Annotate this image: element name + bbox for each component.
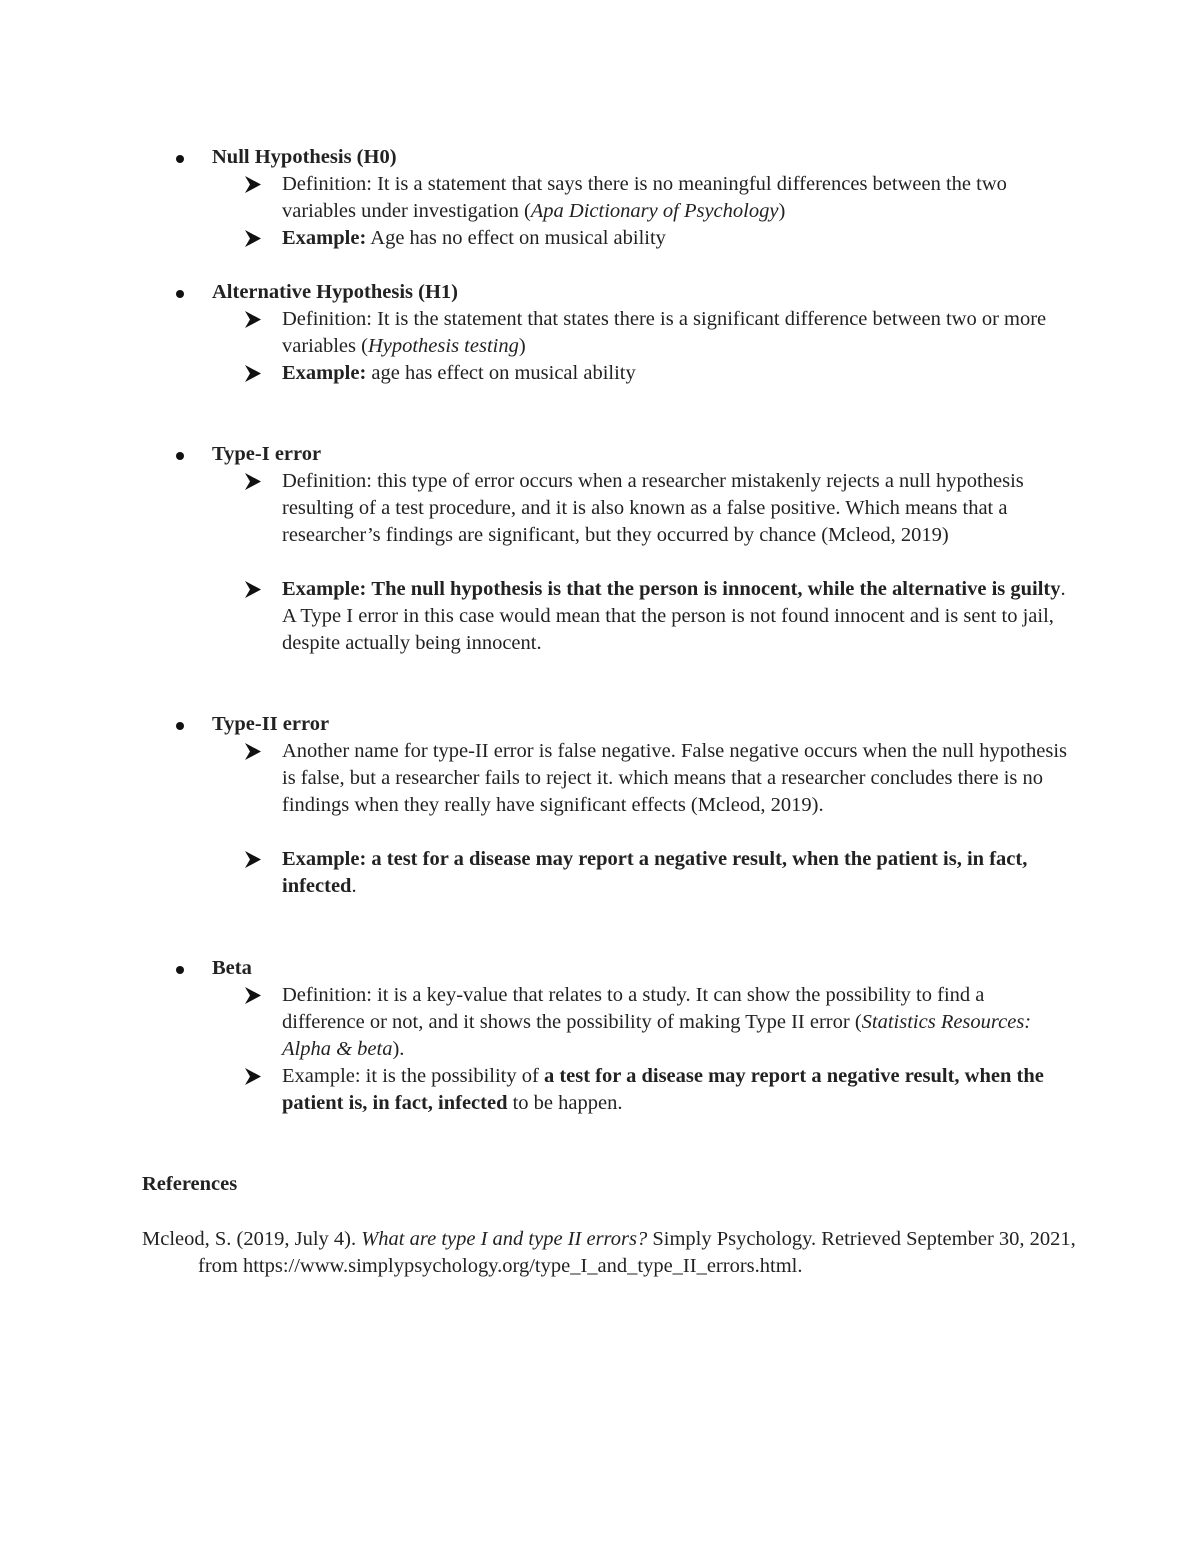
item-label: Definition: — [282, 173, 372, 195]
item-bold-text: a test for a disease may report a negative result, when the patient is, in fact, infected — [282, 1065, 1044, 1114]
references-heading: References — [142, 1173, 238, 1195]
section-heading: Null Hypothesis (H0) — [212, 146, 397, 168]
item-label: Definition: — [282, 308, 372, 330]
definition-item — [282, 306, 1072, 360]
section-heading: Beta — [212, 957, 252, 979]
item-bold-text: The null hypothesis is that the person is innocent, while the alternative is guilty — [371, 578, 1061, 600]
item-prefix: Example: it is the possibility of — [282, 1065, 539, 1087]
item-text: Age has no effect on musical ability — [370, 227, 666, 249]
item-label: Definition: — [282, 984, 372, 1006]
arrowhead-icon — [244, 987, 262, 1004]
definition-item — [282, 468, 1072, 549]
arrowhead-icon — [244, 851, 262, 868]
item-label: Example: — [282, 227, 367, 249]
arrowhead-icon — [244, 230, 262, 247]
bullet-icon — [176, 452, 184, 460]
reference-author: Mcleod, S. (2019, July 4). — [142, 1228, 357, 1250]
item-bold-text: a test for a disease may report a negative result, when the patient is, in fact, infected — [282, 848, 1028, 897]
example-item — [282, 1063, 1072, 1117]
item-citation: Statistics Resources: Alpha & beta — [282, 1011, 1032, 1060]
section-heading: Type-II error — [212, 713, 330, 735]
item-text: It is a statement that says there is no meaningful differences between the two variables under investigation ( — [282, 173, 1007, 222]
reference-entry — [142, 1226, 1098, 1280]
arrowhead-icon — [244, 176, 262, 193]
reference-source: Simply Psychology. Retrieved September 30, 2021, from https://www.simplypsychology.org/type_I_and_type_II_errors.html. — [198, 1228, 1076, 1277]
reference-title: What are type I and type II errors? — [361, 1228, 648, 1250]
arrowhead-icon — [244, 473, 262, 490]
arrowhead-icon — [244, 1068, 262, 1085]
arrowhead-icon — [244, 581, 262, 598]
item-label: Example: — [282, 578, 367, 600]
example-item — [282, 360, 1072, 387]
bullet-icon — [176, 155, 184, 163]
arrowhead-icon — [244, 365, 262, 382]
arrowhead-icon — [244, 311, 262, 328]
item-text: to be happen. — [512, 1092, 623, 1114]
example-item — [282, 846, 1072, 900]
item-text-after: ) — [778, 200, 786, 222]
item-text: it is a key-value that relates to a study. It can show the possibility to find a difference or not, and it shows the possibility of making Type II error ( — [282, 984, 985, 1033]
item-label: Definition: — [282, 470, 372, 492]
section-heading: Alternative Hypothesis (H1) — [212, 281, 458, 303]
definition-item — [282, 171, 1072, 225]
arrowhead-icon — [244, 743, 262, 760]
item-text: Another name for type-II error is false negative. False negative occurs when the null hypothesis is false, but a researcher fails to reject it. which means that a researcher concludes there is no findings when they really have significant effects (Mcleod, 2019). — [282, 740, 1068, 816]
description-item — [282, 738, 1072, 819]
definition-item — [282, 982, 1072, 1063]
bullet-icon — [176, 966, 184, 974]
example-item — [282, 225, 1072, 252]
bullet-icon — [176, 290, 184, 298]
item-citation: Apa Dictionary of Psychology — [530, 200, 779, 222]
example-item — [282, 576, 1072, 657]
item-text-after: ) — [518, 335, 526, 357]
item-text-after: ). — [392, 1038, 405, 1060]
bullet-icon — [176, 722, 184, 730]
item-text: It is the statement that states there is a significant difference between two or more variables ( — [282, 308, 1047, 357]
item-citation: Hypothesis testing — [367, 335, 519, 357]
item-text: . — [351, 875, 357, 897]
item-text: this type of error occurs when a researcher mistakenly rejects a null hypothesis resulting of a test procedure, and it is also known as a false positive. Which means that a researcher’s findings are significant, but they occurred by chance (Mcleod, 2019) — [282, 470, 1024, 546]
item-label: Example: — [282, 848, 367, 870]
item-text: age has effect on musical ability — [371, 362, 636, 384]
item-text: . A Type I error in this case would mean that the person is not found innocent and is sent to jail, despite actually being innocent. — [282, 578, 1066, 654]
item-label: Example: — [282, 362, 367, 384]
section-heading: Type-I error — [212, 443, 322, 465]
